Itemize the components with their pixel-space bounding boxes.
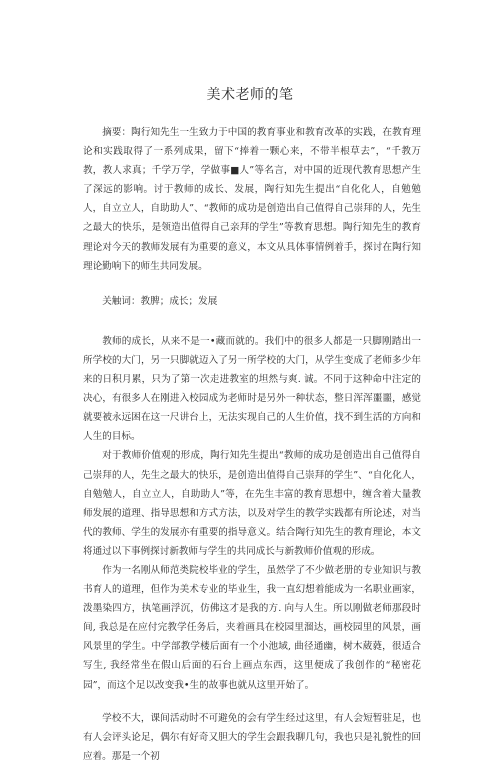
document-body (83, 123, 421, 766)
body-paragraph: 对于教师价值观的形成，陶行知先生提出“教师的成功是创造出自己值得自己崇拜的人，先生之最大的快乐，是创造出值得自己崇拜的学生”、“自化化人，自勉勉人，自立立人，自助助人”等，在先生丰富的教育思想中，缠含着大量教师发展的道理、指导思想和方式方法，以及对学生的教学实践都有所论述，对当代的教师、学生的发展亦有重要的指导意义。结合陶行知先生的教育理论，本文将通过以下事例探讨新教师与学生的共同成长与新教师价值观的形成。 (83, 450, 421, 557)
keywords-line: 关触词：教脾；成长；发展 (102, 295, 218, 307)
body-paragraph: 作为一名刚从师范类院校毕业的学生，虽然学了不少做老册的专业知识与教书育人的道理，但作为美术专业的毕业生，我一直幻想着能成为一名职业画家，泼墨染四方，执笔画浮沉，仿佛这才是我的方. 向与人生。所以刚做老师那段时间, 我总是在应付完教学任务后，夹着画具在校园里溜达，画校园里的风景，画风景里的学生。中学部教学楼后面有一个小池域, 曲径通幽，树木葳蕤，很适合写生, 我经常坐在假山后面的石台上画点东西，这里便成了我创作的“秘密花园”，而这个足以改变我•生的故事也就从这里开始了。 (83, 564, 421, 691)
body-paragraph: 教师的成长，从来不是一•藏而就的。我们中的很多人都是一只脚刚踏出一所学校的大门，另一只脚就迈入了另一所学校的大门，从学生变成了老师多少年来的日积月累，只为了第一次走进教室的坦然与爽. 诚。不同于这种命中注定的决心，有很多人在刚进入校园成为老师时是另外一种状态，整日浑浑噩噩，感觉就要被永远困在这一尺讲台上，无法实现自己的人生价值，找不到生活的方向和人生的目标。 (83, 335, 421, 443)
document-title: 美术老师的笔 (206, 87, 294, 103)
abstract-paragraph: 摘要：陶行知先生一生致力于中国的教育事业和教育改革的实践，在教育理论和实践取得了一系列成果，留下“捧着一颗心来，不带半根草去”，“千教万教，教人求真；千学万学，学做事■人”等名言，对中国的近现代教育思想产生了深远的影响。讨于教师的成长、发展，陶行知先生提出“自化化人，自勉勉人，自立立人，自助助人”、“教师的成功是创造出自己值得自己崇拜的人，先生之最大的快乐，是领造出值得自己亲拜的学生”等教育思想。陶行知先生的教育理论对今天的教师发展有为重要的意义，本文从具体事情例着手，探讨在陶行知理论勤响下的师生共同发展。 (83, 127, 421, 272)
body-paragraph: 学校不大，课间活动时不可避免的会有学生经过这里，有人会短暂驻足，也有人会评头论足，偶尔有好奇又胆大的学生会跟我聊几句，我也只是礼貌性的回应着。那是一个初 (83, 712, 421, 762)
